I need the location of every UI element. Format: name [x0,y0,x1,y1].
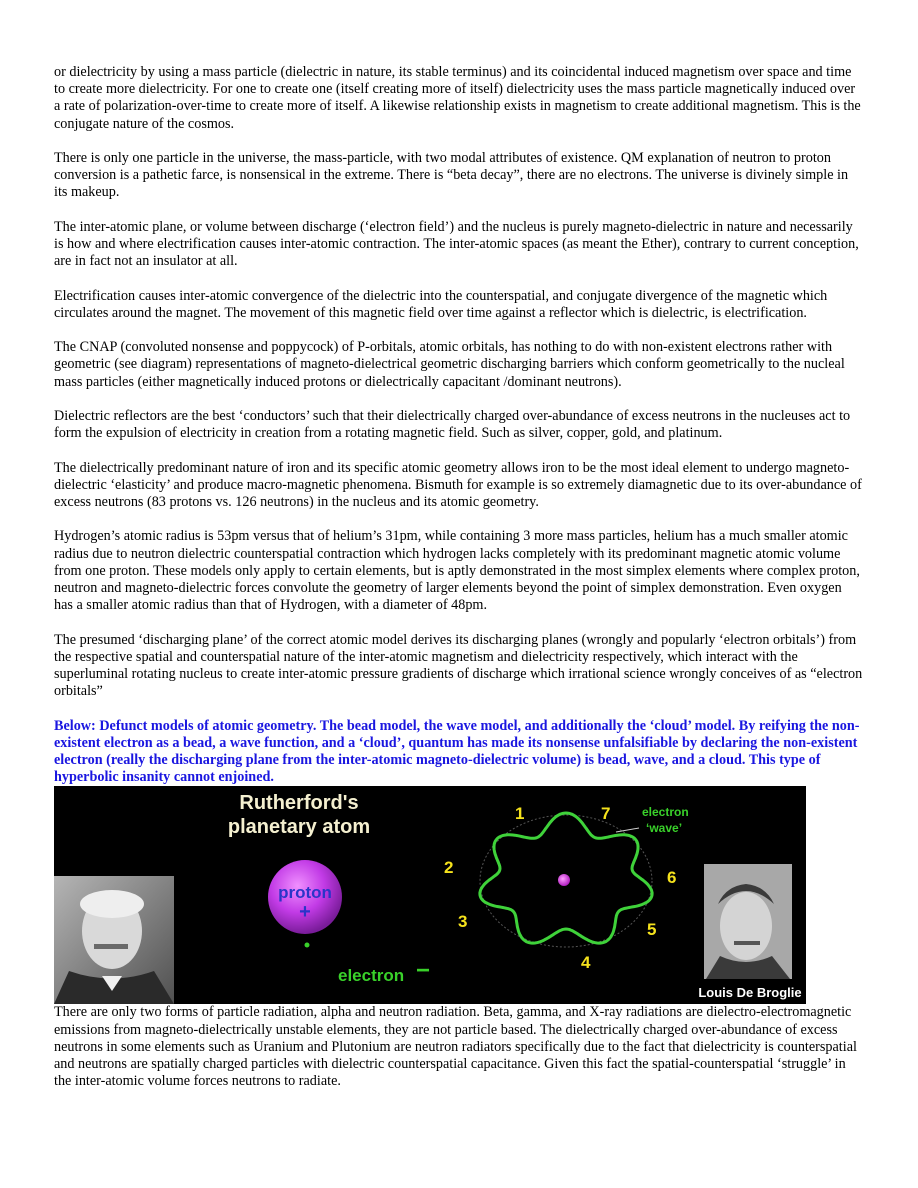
wave-number-3: 3 [458,912,468,932]
proton-sign: + [299,901,311,924]
paragraph-2: There is only one particle in the universe, the mass-particle, with two modal attributes of existence. QM explanation of neutron to proton conversion is a pathetic farce, is nonsensical in the extreme. There is “beta decay”, there are no electrons. The universe is divinely simple in its makeup. [54,150,849,201]
paragraph-after-figure: There are only two forms of particle radiation, alpha and neutron radiation. Beta, gamma, and X-ray radiations are dielectro-electromagnetic emissions from magneto-dielectrically unstable elements, they are not particle based. The dielectrically charged over-abundance of excess neutrons in some elements such as Uranium and Plutonium are neutron radiators specifically due to the fact that dielectricity is counterspatial and neutrons are spatially charged particles with dielectric counterspatial capacitance. Given this fact the spatial-counterspatial ‘struggle’ in the inter-atomic volume forces neutrons to radiate. [54,1004,857,1090]
rutherford-portrait [54,876,174,1004]
proton-sphere [268,860,342,934]
figure-title-line2: planetary atom [227,816,371,839]
portrait-caption: Louis De Broglie [698,985,802,1001]
de-broglie-portrait [704,864,792,979]
wave-label-line1: electron [642,805,689,820]
wave-number-1: 1 [515,804,525,824]
figure-title-line1: Rutherford's [239,792,359,815]
wave-label-line2: ‘wave’ [646,821,683,836]
atomic-models-figure [54,786,806,1004]
wave-number-7: 7 [601,804,611,824]
paragraph-9: The presumed ‘discharging plane’ of the correct atomic model derives its discharging planes (wrongly and popularly ‘electron orbitals’) from the respective spatial and counterspatial nature of the inter-atomic magnetism and dielectricity respectively, which interact with the superluminal rotating nucleus to create inter-atomic pressure gradients of discharge which irrational science wrongly conceives of as “electron orbitals” [54,631,863,700]
electron-sign: − [416,957,431,985]
wave-number-4: 4 [581,953,591,973]
proton-label: proton [278,883,332,903]
wave-number-5: 5 [647,920,657,940]
paragraph-1: or dielectricity by using a mass particle (dielectric in nature, its stable terminus) and its coincidental induced magnetism over space and time to create more dielectricity. For one to create one (itself creating more of itself) dielectricity uses the mass particle magnetically induced over a rate of polarization-over-time to create more of itself. A likewise relationship exists in magnetism to create additional magnetism. This is the conjugate nature of the cosmos. [54,64,861,132]
paragraph-6: Dielectric reflectors are the best ‘conductors’ such that their dielectrically charged over-abundance of excess neutrons in the nucleuses act to form the expulsion of electricity in creation from a rotating magnetic field. Such as silver, copper, gold, and platinum. [54,407,851,442]
electron-dot [305,943,310,948]
nucleus-dot [558,874,570,886]
wave-number-2: 2 [444,858,454,878]
paragraph-8: Hydrogen’s atomic radius is 53pm versus that of helium’s 31pm, while containing 3 more mass particles, helium has a much smaller atomic radius due to neutron dielectric counterspatial contraction which hydrogen lacks completely with its predominant magnetic atomic volume from one proton. These models only apply to certain elements, but is aptly demonstrated in the most simplex elements where complex proton, neutron and magneto-dielectric forces convolute the geometry of larger elements beyond the point of simplex demonstration. Even oxygen has a smaller atomic radius than that of Hydrogen, with a diameter of 48pm. [54,528,860,614]
paragraph-7: The dielectrically predominant nature of iron and its specific atomic geometry allows iron to be the most ideal element to undergo magneto-dielectric ‘elasticity’ and produce macro-magnetic phenomena. Bismuth for example is so extremely diamagnetic due to its over-abundance of excess neutrons (83 protons vs. 126 neutrons) in the nucleus and its atomic geometry. [54,459,862,510]
wave-number-6: 6 [667,868,677,888]
document-page [54,64,864,1108]
electron-label: electron [338,966,405,986]
paragraph-3: The inter-atomic plane, or volume between discharge (‘electron field’) and the nucleus is purely magneto-dielectric in nature and necessarily is how and where electrification causes inter-atomic contraction. The inter-atomic spaces (as meant the Ether), contrary to current conception, are in fact not an insulator at all. [54,218,859,270]
paragraph-5: The CNAP (convoluted nonsense and poppycock) of P-orbitals, atomic orbitals, has nothing to do with non-existent electrons rather with geometric (see diagram) representations of magneto-dielectrical geometric discharging barriers which conform geometrically to the nucleal mass particles (either magnetically induced protons or dielectrically capacitant /dominant neutrons). [54,339,845,390]
figure-caption: Below: Defunct models of atomic geometry. The bead model, the wave model, and additionally the ‘cloud’ model. By reifying the non-existent electron as a bead, a wave function, and a ‘cloud’, quantum has made its nonsense unfalsifiable by declaring the non-existent electron (really the discharging plane from the inter-atomic magneto-dielectric volume) is bead, wave, and a cloud. This type of hyperbolic insanity cannot enjoined. [54,717,860,786]
paragraph-4: Electrification causes inter-atomic convergence of the dielectric into the counterspatial, and conjugate divergence of the magnetic which circulates around the magnet. The movement of this magnetic field over time against a reflector which is dielectric, is electrification. [54,287,828,321]
